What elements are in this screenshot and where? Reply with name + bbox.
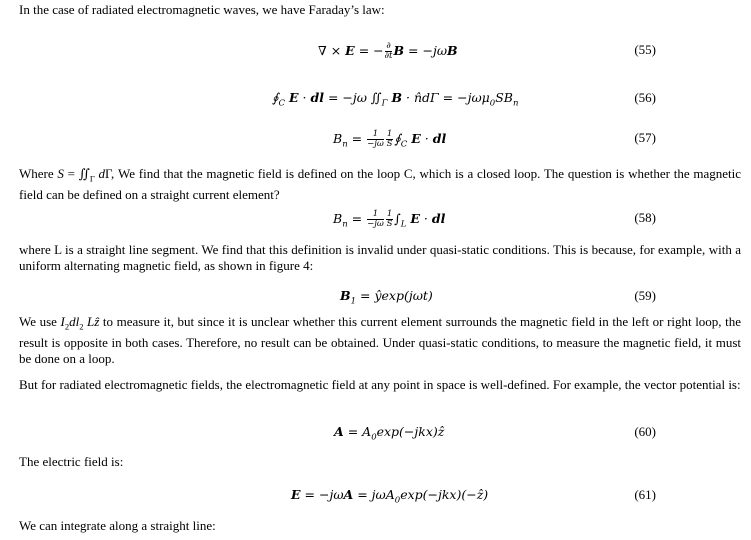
radiated-paragraph: But for radiated electromagnetic fields, the electromagnetic field at any point in space is well-defined. For example, the vector potential is: (19, 377, 741, 392)
integrate-paragraph: We can integrate along a straight line: (19, 518, 216, 533)
equation-number: (60) (634, 424, 656, 439)
bn-loop-expression: $B_n$ = $\frac{1}{-j\omega}$ $\frac{1}{S}$ $∮_C$ E · dl (333, 129, 447, 150)
vector-potential-expression: $A = A_0\exp(-jkx)ẑ$ (334, 424, 445, 443)
loop-integral-expression: $∮_C$ E · dl = −jω $∬_\Gamma$ B · n̂dΓ = $-j\omega\mu_0SB_n$ (272, 90, 519, 109)
s-definition: $S = ∬_\Gamma$ dΓ (57, 166, 111, 184)
electric-field-paragraph: The electric field is: (19, 454, 124, 469)
where-s-rest: , We find that the magnetic field is defined on the loop C, which is a closed loop. The question is whether the magnetic field can be defined on a straight current element? (19, 166, 742, 202)
equation-61 (0, 485, 751, 507)
intro-paragraph: In the case of radiated electromagnetic waves, we have Faraday’s law: (19, 2, 385, 17)
current-element-symbol: $I_2dl_2$ Lẑ (60, 314, 100, 332)
faraday-law-expression: ∇ × E = − $\frac{\partial}{\partial t}$ B = −jωB (318, 41, 458, 61)
equation-number: (55) (634, 42, 656, 57)
measure-rest: to measure it, but since it is unclear whether this current element surrounds the magnetic field in the left or right loop, the result is opposite in both cases. Therefore, no result can be obtained. Under quasi-static conditions, to measure the magnetic field, it must be done on a loop. (19, 314, 742, 366)
where-l-paragraph: where L is a straight line segment. We find that this definition is invalid under quasi-static conditions. This is because, for example, with a uniform alternating magnetic field, as shown in figure 4: (19, 242, 741, 273)
where-s-paragraph (19, 166, 741, 203)
measure-paragraph (19, 314, 741, 367)
uniform-field-expression: $B_1$ = ŷexp(jωt) (340, 288, 433, 307)
equation-number: (58) (634, 210, 656, 225)
where-s-lead: Where (19, 166, 58, 181)
equation-59 (0, 286, 751, 308)
measure-lead: We use (19, 314, 61, 329)
equation-55 (0, 40, 751, 62)
electric-field-expression: E = −jωA = jωA$_0$exp(−jkx)(−ẑ) (291, 487, 489, 506)
equation-58 (0, 208, 751, 230)
equation-60 (0, 422, 751, 444)
equation-number: (57) (634, 130, 656, 145)
bn-line-expression: $B_n$ = $\frac{1}{-j\omega}$ $\frac{1}{S}$ $\int_L$ E · dl (333, 209, 446, 230)
equation-number: (59) (634, 288, 656, 303)
equation-57 (0, 128, 751, 150)
equation-number: (61) (634, 487, 656, 502)
equation-number: (56) (634, 90, 656, 105)
equation-56 (0, 88, 751, 110)
